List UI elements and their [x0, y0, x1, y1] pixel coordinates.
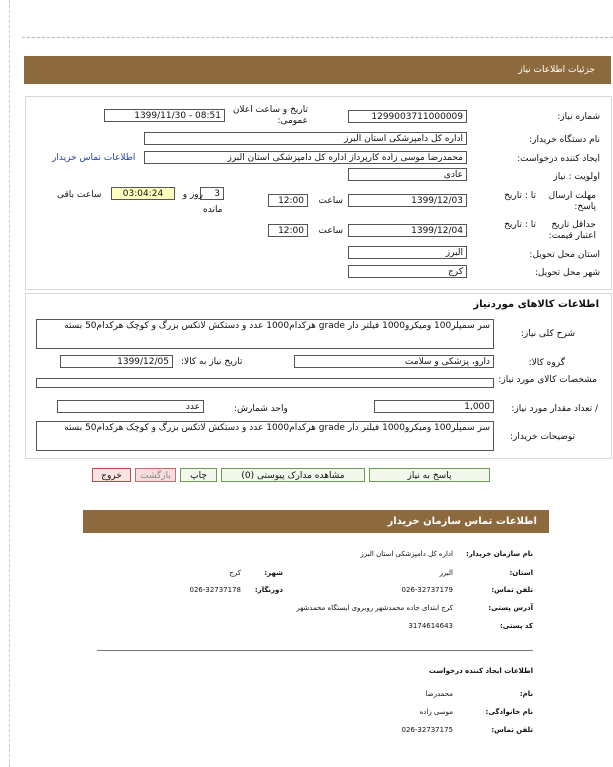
contact-postal-label: کد پستی: — [499, 622, 533, 630]
deadline-date-field: 1399/12/03 — [348, 194, 467, 207]
contact-address: کرج ابتدای جاده محمدشهر روبروی ایستگاه محمدشهر — [296, 604, 453, 612]
back-button[interactable]: بازگشت — [135, 468, 176, 482]
buyer-notes-label: توضیحات خریدار: — [509, 432, 575, 442]
buyer-org-field: اداره کل دامپزشکی استان البرز — [144, 132, 467, 145]
need-date-label: تاریخ نیاز به کالا: — [181, 357, 243, 367]
buyer-org-label: نام دستگاه خریدار: — [529, 135, 600, 145]
contact-address-label: آدرس پستی: — [488, 604, 533, 612]
group-field: دارو، پزشکی و سلامت — [294, 355, 494, 368]
page-left-guide — [9, 0, 10, 767]
announce-label: تاریخ و ساعت اعلان عمومی: — [232, 105, 308, 126]
need-number-field: 1299003711000009 — [348, 110, 467, 123]
city-field: کرج — [348, 265, 467, 278]
summary-field: سر سمپلر100 ومیکرو1000 فیلتر دار grade هرکدام1000 عدد و دستکش لاتکس بزرگ و کوچک هرکدام50 بسته — [36, 319, 494, 349]
validity-time-label: ساعت — [318, 226, 343, 236]
creator-family-label: نام خانوادگی: — [485, 708, 533, 716]
qty-field: 1,000 — [374, 400, 494, 413]
reply-button[interactable]: پاسخ به نیاز — [369, 468, 490, 482]
attachments-button[interactable]: مشاهده مدارک پیوستی (0) — [221, 468, 365, 482]
remaining-time-field: 03:04:24 — [111, 187, 175, 200]
validity-until-label: تا : تاریخ — [504, 220, 536, 230]
validity-time-field: 12:00 — [268, 224, 308, 237]
creator-field: محمدرضا موسی زاده کارپرداز اداره کل دامپزشکی استان البرز — [144, 151, 467, 164]
creator-phone: 026-32737175 — [401, 726, 453, 734]
contact-province-label: استان: — [509, 569, 533, 577]
contact-org: اداره کل دامپزشکی استان البرز — [360, 550, 453, 558]
validity-label: حداقل تاریخ اعتبار قیمت: — [548, 220, 596, 241]
deadline-label: مهلت ارسال پاسخ: — [548, 191, 596, 212]
days-label: روز و — [182, 190, 203, 200]
specs-field — [36, 378, 494, 388]
contact-org-label: نام سازمان خریدار: — [465, 550, 533, 558]
buyer-notes-field: سر سمپلر100 ومیکرو1000 فیلتر دار grade هرکدام1000 عدد و دستکش لاتکس بزرگ و کوچک هرکدام50 بسته — [36, 421, 494, 451]
days-remaining-tail: مانده — [203, 205, 223, 215]
breadcrumb: جزئیات اطلاعات نیاز — [518, 65, 595, 75]
province-label: استان محل تحویل: — [529, 250, 600, 260]
province-field: البرز — [348, 246, 467, 259]
days-remaining-field: 3 — [200, 187, 224, 200]
need-date-field: 1399/12/05 — [60, 355, 173, 368]
creator-name: محمدرضا — [425, 690, 453, 698]
creator-info-title: اطلاعات ایجاد کننده درخواست — [428, 667, 533, 675]
announce-field: 1399/11/30 - 08:51 — [104, 109, 225, 122]
creator-name-label: نام: — [519, 690, 533, 698]
qty-label: / تعداد مقدار مورد نیاز: — [511, 404, 598, 414]
remaining-label: ساعت باقی — [57, 190, 102, 200]
deadline-time-label: ساعت — [318, 196, 343, 206]
unit-field: عدد — [57, 400, 204, 413]
contact-phone: 026-32737179 — [401, 586, 453, 594]
priority-field: عادی — [348, 168, 467, 181]
goods-title: اطلاعات کالاهای موردنیاز — [473, 299, 599, 310]
buyer-contact-link[interactable]: اطلاعات تماس خریدار — [52, 153, 136, 163]
print-button[interactable]: چاپ — [180, 468, 217, 482]
deadline-until-label: تا : تاریخ — [504, 191, 536, 201]
page-header — [24, 56, 611, 84]
creator-label: ایجاد کننده درخواست: — [517, 154, 600, 164]
need-number-label: شماره نیاز: — [557, 112, 600, 122]
city-label: شهر محل تحویل: — [534, 268, 600, 278]
deadline-time-field: 12:00 — [268, 194, 308, 207]
contact-city-label: شهر: — [264, 569, 283, 577]
unit-label: واحد شمارش: — [234, 404, 288, 414]
contact-city: کرج — [229, 569, 241, 577]
creator-family: موسی زاده — [419, 708, 453, 716]
contact-header — [83, 510, 549, 533]
contact-postal: 3174614643 — [408, 622, 453, 630]
creator-phone-label: تلفن تماس: — [491, 726, 533, 734]
contact-province: البرز — [439, 569, 453, 577]
priority-label: اولویت : نیاز — [553, 172, 600, 182]
top-divider — [22, 37, 613, 38]
exit-button[interactable]: خروج — [92, 468, 131, 482]
contact-fax: 026-32737178 — [189, 586, 241, 594]
specs-label: مشخصات کالای مورد نیاز: — [498, 375, 597, 385]
group-label: گروه کالا: — [528, 358, 565, 368]
contact-fax-label: دورنگار: — [254, 586, 283, 594]
validity-date-field: 1399/12/04 — [348, 224, 467, 237]
contact-separator — [97, 650, 533, 651]
contact-title: اطلاعات تماس سازمان خریدار — [387, 516, 537, 527]
summary-label: شرح کلی نیاز: — [520, 329, 575, 339]
contact-phone-label: تلفن تماس: — [491, 586, 533, 594]
